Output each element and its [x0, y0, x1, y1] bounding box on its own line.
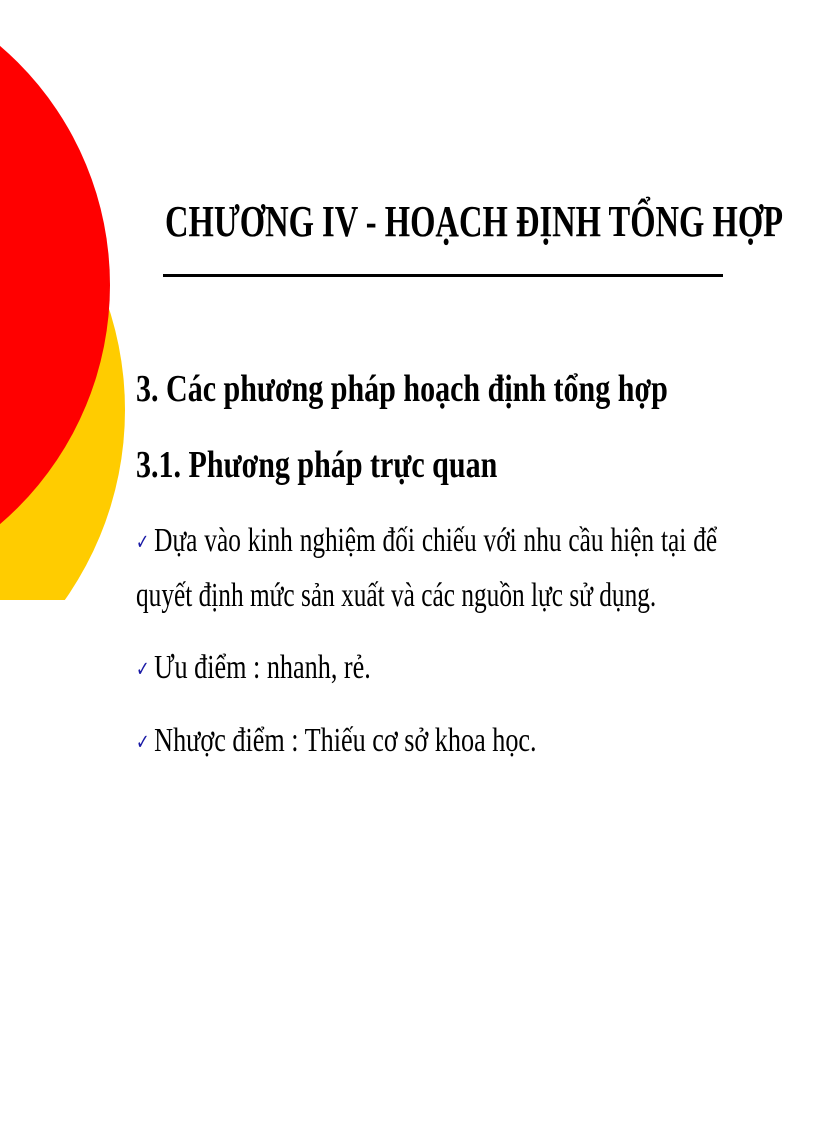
bullet-item — [136, 641, 720, 696]
decorative-circles — [0, 0, 130, 600]
subsection-heading: 3.1. Phương pháp trực quan — [136, 444, 498, 486]
bullet-text: Ưu điểm : nhanh, rẻ. — [154, 649, 371, 686]
bullet-list — [136, 514, 720, 787]
slide-title: CHƯƠNG IV - HOẠCH ĐỊNH TỔNG HỢP — [165, 197, 784, 246]
checkmark-icon: ✓ — [136, 657, 150, 681]
bullet-item — [136, 514, 720, 623]
checkmark-icon: ✓ — [136, 730, 150, 754]
bullet-text: Dựa vào kinh nghiệm đối chiếu với nhu cầu hiện tại để quyết định mức sản xuất và các nguồn lực sử dụng. — [136, 522, 718, 614]
bullet-text: Nhược điểm : Thiếu cơ sở khoa học. — [154, 722, 537, 759]
checkmark-icon: ✓ — [136, 530, 150, 554]
section-heading: 3. Các phương pháp hoạch định tổng hợp — [136, 368, 668, 410]
bullet-item — [136, 714, 720, 769]
title-underline — [163, 274, 723, 277]
